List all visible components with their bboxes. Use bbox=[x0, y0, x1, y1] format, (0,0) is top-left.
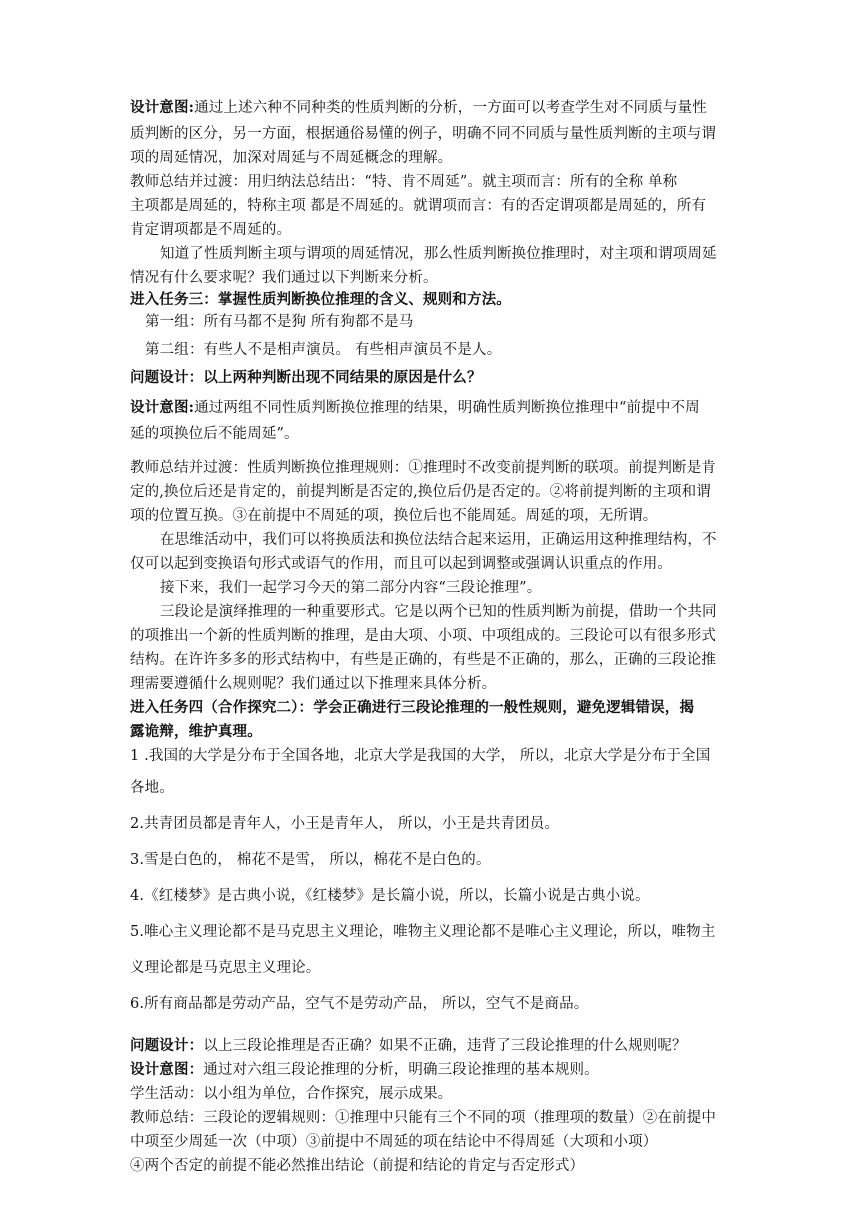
body-text: 教师总结并过渡：用归纳法总结出：“特、肯不周延”。就主项而言：所有的全称 单称 bbox=[130, 174, 678, 190]
text-line bbox=[130, 290, 511, 310]
text-line bbox=[130, 626, 716, 646]
text-line bbox=[130, 172, 677, 192]
text-line bbox=[130, 196, 706, 216]
text-line bbox=[130, 482, 711, 502]
text-line bbox=[130, 778, 174, 798]
text-line bbox=[130, 458, 716, 478]
text-line bbox=[130, 1132, 657, 1152]
body-text: 第一组：所有马都不是狗 所有狗都不是马 bbox=[145, 314, 414, 330]
text-line bbox=[130, 650, 716, 670]
bold-text: 设计意图： bbox=[130, 1061, 204, 1078]
bold-text: 进入任务四（合作探究二）：学会正确进行三段论推理的一般性规则，避免逻辑错误，揭 bbox=[130, 699, 695, 716]
text-line bbox=[130, 850, 491, 870]
body-text: 以上三段论推理是否正确？如果不正确，违背了三段论推理的什么规则呢？ bbox=[203, 1038, 687, 1054]
body-text: 教师总结：三段论的逻辑规则：①推理中只能有三个不同的项（推理项的数量）②在前提中 bbox=[130, 1110, 716, 1126]
text-line bbox=[130, 886, 650, 906]
text-line bbox=[130, 994, 588, 1014]
body-text: 第二组：有些人不是相声演员。 有些相声演员不是人。 bbox=[145, 342, 502, 358]
bold-text: 露诡辩，维护真理。 bbox=[130, 723, 262, 740]
body-text: 情况有什么要求呢？我们通过以下判断来分析。 bbox=[130, 270, 438, 286]
body-text: 知道了性质判断主项与谓项的周延情况，那么性质判断换位推理时，对主项和谓项周延 bbox=[160, 246, 717, 262]
body-text: 项的位置互换。③在前提中不周延的项，换位后也不能周延。周延的项，无所谓。 bbox=[130, 508, 658, 524]
text-line bbox=[130, 722, 262, 742]
body-text: 结构。在许许多多的形式结构中，有些是正确的，有些是不正确的，那么，正确的三段论推 bbox=[130, 652, 716, 668]
body-text: 义理论都是马克思主义理论。 bbox=[130, 960, 321, 976]
body-text: 理需要遵循什么规则呢？我们通过以下推理来具体分析。 bbox=[130, 676, 497, 692]
text-line bbox=[130, 1084, 452, 1104]
body-text: 2.共青团员都是青年人，小王是青年人， 所以，小王是共青团员。 bbox=[130, 816, 560, 832]
body-text: 主项都是周延的，特称主项 都是不周延的。就谓项而言：有的否定谓项都是周延的，所有 bbox=[130, 198, 707, 214]
text-line bbox=[130, 958, 320, 978]
text-line bbox=[130, 424, 299, 444]
text-line bbox=[130, 1108, 716, 1128]
body-text: 接下来，我们一起学习今天的第二部分内容“三段论推理”。 bbox=[160, 580, 542, 596]
body-text: 学生活动：以小组为单位，合作探究，展示成果。 bbox=[130, 1086, 453, 1102]
text-line bbox=[130, 922, 715, 942]
text-line bbox=[145, 340, 501, 360]
body-text: 教师总结并过渡：性质判断换位推理规则：①推理时不改变前提判断的联项。前提判断是肯 bbox=[130, 460, 716, 476]
body-text: 通过上述六种不同种类的性质判断的分析，一方面可以考查学生对不同质与量性 bbox=[194, 100, 707, 116]
body-text: ④两个否定的前提不能必然推出结论（前提和结论的肯定与否定形式） bbox=[130, 1158, 585, 1174]
text-line bbox=[130, 148, 452, 168]
text-line bbox=[160, 530, 717, 550]
text-line bbox=[130, 268, 438, 288]
text-line bbox=[130, 506, 657, 526]
body-text: 仅可以起到变换语句形式或语气的作用，而且可以起到调整或强调认识重点的作用。 bbox=[130, 556, 673, 572]
body-text: 6.所有商品都是劳动产品，空气不是劳动产品， 所以，空气不是商品。 bbox=[130, 996, 589, 1012]
bold-text: 进入任务三：掌握性质判断换位推理的含义、规则和方法。 bbox=[130, 291, 511, 308]
text-line bbox=[130, 368, 482, 388]
text-line bbox=[160, 578, 541, 598]
text-line bbox=[160, 244, 717, 264]
text-line bbox=[130, 814, 559, 834]
body-text: 质判断的区分，另一方面，根据通俗易懂的例子，明确不同不同质与量性质判断的主项与谓 bbox=[130, 126, 716, 142]
text-line bbox=[130, 1060, 599, 1080]
text-line bbox=[130, 398, 700, 418]
body-text: 定的,换位后还是肯定的，前提判断是否定的,换位后仍是否定的。②将前提判断的主项和谓 bbox=[130, 484, 711, 500]
body-text: 3.雪是白色的， 棉花不是雪， 所以，棉花不是白色的。 bbox=[130, 852, 491, 868]
body-text: 项的周延情况，加深对周延与不周延概念的理解。 bbox=[130, 150, 453, 166]
text-line bbox=[130, 746, 710, 766]
text-line bbox=[130, 698, 694, 718]
body-text: 肯定谓项都是不周延的。 bbox=[130, 222, 292, 238]
body-text: 通过对六组三段论推理的分析，明确三段论推理的基本规则。 bbox=[203, 1062, 599, 1078]
body-text: 在思维活动中，我们可以将换质法和换位法结合起来运用，正确运用这种推理结构，不 bbox=[160, 532, 717, 548]
bold-text: 设计意图: bbox=[130, 99, 195, 116]
text-line bbox=[160, 602, 717, 622]
bold-text: 设计意图: bbox=[130, 399, 195, 416]
body-text: 5.唯心主义理论都不是马克思主义理论，唯物主义理论都不是唯心主义理论，所以，唯物主 bbox=[130, 924, 716, 940]
body-text: 延的项换位后不能周延”。 bbox=[130, 426, 299, 442]
bold-text: 问题设计：以上两种判断出现不同结果的原因是什么？ bbox=[130, 369, 482, 386]
text-line bbox=[130, 1036, 687, 1056]
body-text: 通过两组不同性质判断换位推理的结果，明确性质判断换位推理中“前提中不周 bbox=[194, 400, 700, 416]
body-text: 各地。 bbox=[130, 780, 174, 796]
text-line bbox=[130, 674, 496, 694]
body-text: 三段论是演绎推理的一种重要形式。它是以两个已知的性质判断为前提，借助一个共同 bbox=[160, 604, 717, 620]
text-line bbox=[145, 312, 413, 332]
text-line bbox=[130, 98, 707, 118]
text-line bbox=[130, 124, 716, 144]
body-text: 的项推出一个新的性质判断的推理，是由大项、小项、中项组成的。三段论可以有很多形式 bbox=[130, 628, 716, 644]
text-line bbox=[130, 554, 672, 574]
body-text: 1 .我国的大学是分布于全国各地，北京大学是我国的大学， 所以，北京大学是分布于全国 bbox=[130, 748, 711, 764]
body-text: 中项至少周延一次（中项）③前提中不周延的项在结论中不得周延（大项和小项） bbox=[130, 1134, 658, 1150]
body-text: 4.《红楼梦》是古典小说，《红楼梦》是长篇小说，所以，长篇小说是古典小说。 bbox=[130, 888, 650, 904]
bold-text: 问题设计： bbox=[130, 1037, 204, 1054]
text-line bbox=[130, 220, 291, 240]
text-line bbox=[130, 1156, 584, 1176]
